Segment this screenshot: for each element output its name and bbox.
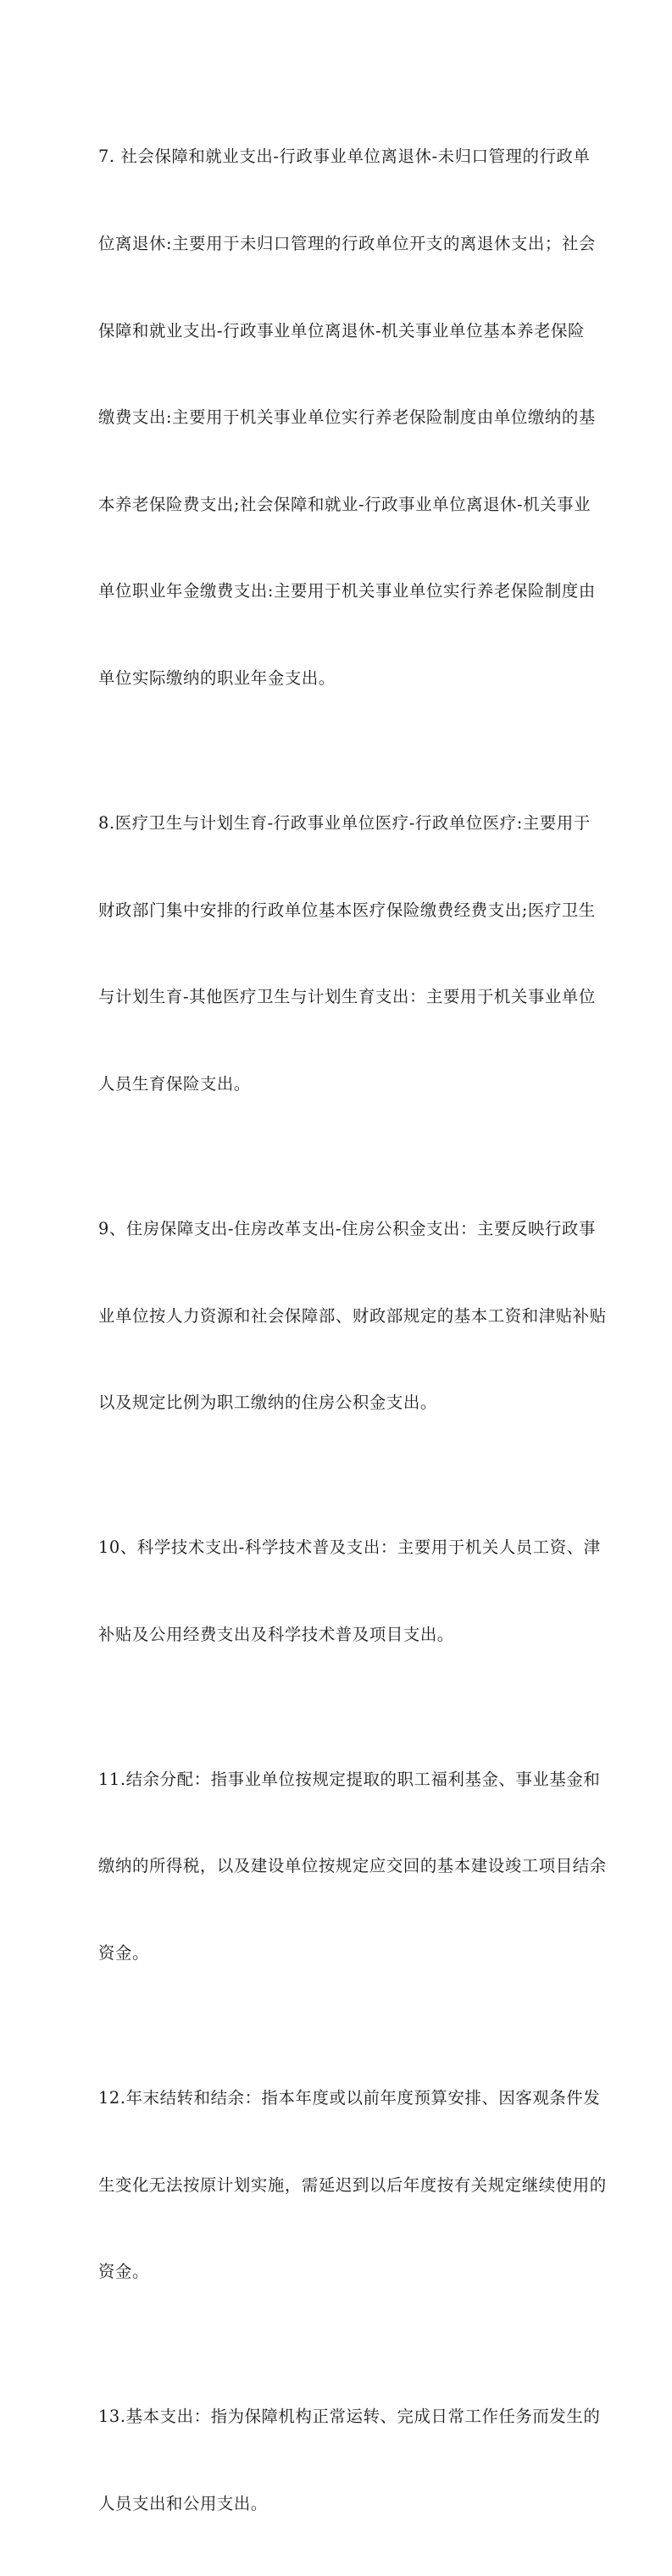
- text-line: 单位职业年金缴费支出:主要用于机关事业单位实行养老保险制度由: [98, 581, 596, 601]
- text-line: 业单位按人力资源和社会保障部、财政部规定的基本工资和津贴补贴: [98, 1305, 607, 1326]
- text-line: 人员支出和公用支出。: [98, 2493, 268, 2513]
- paragraph-8-health: [98, 751, 596, 1157]
- text-line: 财政部门集中安排的行政单位基本医疗保险缴费经费支出;医疗卫生: [98, 900, 596, 920]
- paragraph-13-basic-expenditure: [98, 2345, 601, 2576]
- paragraph-12-year-end-carryover: [98, 2026, 607, 2345]
- text-line: 资金。: [98, 2262, 149, 2282]
- text-line: 补贴及公用经费支出及科学技术普及项目支出。: [98, 1624, 454, 1644]
- text-line: 生变化无法按原计划实施，需延迟到以后年度按有关规定继续使用的: [98, 2174, 607, 2195]
- text-line: 12.年末结转和结余：指本年度或以前年度预算安排、因客观条件发: [98, 2088, 601, 2108]
- text-line: 资金。: [98, 1943, 149, 1963]
- text-line: 7. 社会保障和就业支出-行政事业单位离退休-未归口管理的行政单: [98, 147, 591, 167]
- text-line: 9、住房保障支出-住房改革支出-住房公积金支出：主要反映行政事: [98, 1218, 596, 1238]
- text-line: 13.基本支出：指为保障机构正常运转、完成日常工作任务而发生的: [98, 2407, 601, 2427]
- document-body: [98, 85, 607, 2576]
- text-line: 保障和就业支出-行政事业单位离退休-机关事业单位基本养老保险: [98, 320, 586, 341]
- text-line: 与计划生育-其他医疗卫生与计划生育支出：主要用于机关事业单位: [98, 987, 596, 1007]
- text-line: 缴费支出:主要用于机关事业单位实行养老保险制度由单位缴纳的基: [98, 407, 596, 428]
- text-line: 单位实际缴纳的职业年金支出。: [98, 668, 336, 689]
- text-line: 本养老保险费支出;社会保障和就业-行政事业单位离退休-机关事业: [98, 494, 591, 514]
- paragraph-9-housing: [98, 1157, 607, 1476]
- paragraph-11-surplus-distribution: [98, 1707, 607, 2025]
- text-line: 位离退休:主要用于未归口管理的行政单位开支的离退休支出；社会: [98, 234, 596, 254]
- paragraph-10-science: [98, 1476, 601, 1708]
- paragraph-7-social-security: [98, 85, 596, 751]
- text-line: 11.结余分配：指事业单位按规定提取的职工福利基金、事业基金和: [98, 1769, 601, 1789]
- text-line: 8.医疗卫生与计划生育-行政事业单位医疗-行政单位医疗:主要用于: [98, 813, 591, 834]
- text-line: 10、科学技术支出-科学技术普及支出：主要用于机关人员工资、津: [98, 1537, 601, 1558]
- text-line: 缴纳的所得税，以及建设单位按规定应交回的基本建设竣工项目结余: [98, 1856, 607, 1876]
- text-line: 以及规定比例为职工缴纳的住房公积金支出。: [98, 1393, 437, 1413]
- text-line: 人员生育保险支出。: [98, 1073, 251, 1094]
